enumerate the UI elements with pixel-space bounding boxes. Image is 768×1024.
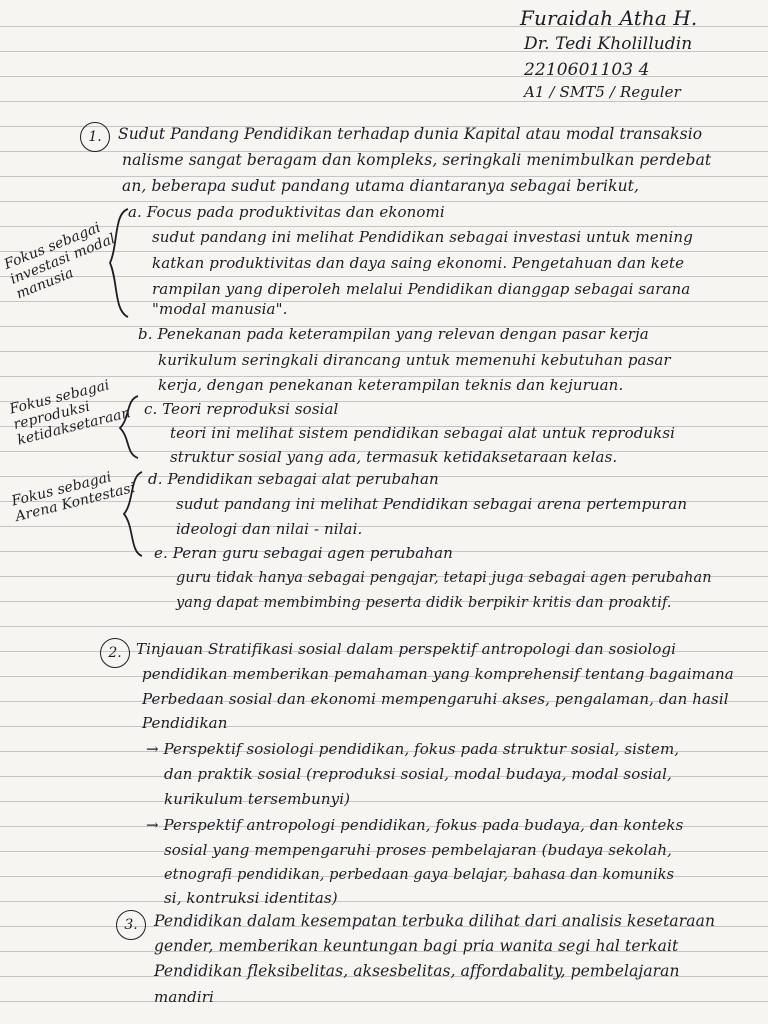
q1-item-c-line: teori ini melihat sistem pendidikan sebagai alat untuk reproduksi xyxy=(170,424,676,442)
brace-icon xyxy=(110,468,150,560)
student-name: Furaidah Atha H. xyxy=(520,6,698,30)
margin-note-2: Fokus sebagai reproduksi ketidaksetaraan xyxy=(8,377,133,449)
q2-bullet-1-line: kurikulum tersembunyi) xyxy=(164,790,351,808)
q1-item-c-line: struktur sosial yang ada, termasuk ketidaksetaraan kelas. xyxy=(170,448,618,466)
q1-item-b-line: kurikulum seringkali dirancang untuk memenuhi kebutuhan pasar xyxy=(158,351,671,369)
q1-line-2: nalisme sangat beragam dan kompleks, seringkali menimbulkan perdebat xyxy=(122,151,712,169)
q2-bullet-2-line: → Perspektif antropologi pendidikan, fokus pada budaya, dan konteks xyxy=(146,816,684,834)
q2-bullet-1-line: → Perspektif sosiologi pendidikan, fokus pada struktur sosial, sistem, xyxy=(146,740,680,758)
q2-line-1: Tinjauan Stratifikasi sosial dalam perspektif antropologi dan sosiologi xyxy=(136,640,677,658)
q1-item-a-line: sudut pandang ini melihat Pendidikan sebagai investasi untuk mening xyxy=(152,228,693,246)
question-number-3: 3. xyxy=(116,910,146,940)
q2-line-3: Perbedaan sosial dan ekonomi mempengaruhi akses, pengalaman, dan hasil xyxy=(142,690,729,708)
q1-item-d-line: sudut pandang ini melihat Pendidikan sebagai arena pertempuran xyxy=(176,495,688,513)
q2-bullet-2-line: etnografi pendidikan, perbedaan gaya belajar, bahasa dan komuniks xyxy=(164,867,675,883)
q1-item-e-line: yang dapat membimbing peserta didik berpikir kritis dan proaktif. xyxy=(176,595,672,611)
q1-item-e-line: guru tidak hanya sebagai pengajar, tetapi juga sebagai agen perubahan xyxy=(176,570,712,586)
class-info: A1 / SMT5 / Reguler xyxy=(524,83,681,101)
margin-note-1: Fokus sebagai investasi modal manusia xyxy=(2,219,118,303)
q3-line-2: gender, memberikan keuntungan bagi pria wanita segi hal terkait xyxy=(154,937,679,955)
student-id: 2210601103 4 xyxy=(524,60,650,80)
q1-item-b-line: kerja, dengan penekanan keterampilan teknis dan kejuruan. xyxy=(158,376,624,394)
q1-item-d-title: d. Pendidikan sebagai alat perubahan xyxy=(148,470,439,488)
q1-item-e-title: e. Peran guru sebagai agen perubahan xyxy=(154,544,453,562)
q1-item-d-line: ideologi dan nilai - nilai. xyxy=(176,520,363,538)
q1-item-a-title: a. Focus pada produktivitas dan ekonomi xyxy=(128,203,445,221)
question-number-1: 1. xyxy=(80,122,110,152)
q1-item-a-line: rampilan yang diperoleh melalui Pendidikan dianggap sebagai sarana xyxy=(152,280,691,298)
q1-item-a-line: "modal manusia". xyxy=(152,300,288,318)
q3-line-3: Pendidikan fleksibelitas, aksesbelitas, affordabality, pembelajaran xyxy=(154,962,680,980)
q2-line-2: pendidikan memberikan pemahaman yang komprehensif tentang bagaimana xyxy=(142,665,734,683)
q2-line-4: Pendidikan xyxy=(142,714,228,732)
q2-bullet-1-line: dan praktik sosial (reproduksi sosial, modal budaya, modal sosial, xyxy=(164,765,672,783)
lecturer-name: Dr. Tedi Kholilludin xyxy=(524,34,693,54)
question-number-2: 2. xyxy=(100,638,130,668)
q1-item-a-line: katkan produktivitas dan daya saing ekonomi. Pengetahuan dan kete xyxy=(152,254,685,272)
q1-item-c-title: c. Teori reproduksi sosial xyxy=(144,400,339,418)
q1-item-b-title: b. Penekanan pada keterampilan yang relevan dengan pasar kerja xyxy=(138,325,649,343)
q3-line-4: mandiri xyxy=(154,988,214,1006)
q3-line-1: Pendidikan dalam kesempatan terbuka dilihat dari analisis kesetaraan xyxy=(154,912,716,930)
q1-line-3: an, beberapa sudut pandang utama diantaranya sebagai berikut, xyxy=(122,177,640,195)
margin-note-3: Fokus sebagai Arena Kontestasi xyxy=(10,469,137,526)
q1-line-1: Sudut Pandang Pendidikan terhadap dunia Kapital atau modal transaksio xyxy=(118,125,703,143)
brace-icon xyxy=(96,205,136,320)
q2-bullet-2-line: si, kontruksi identitas) xyxy=(164,889,338,907)
q2-bullet-2-line: sosial yang mempengaruhi proses pembelajaran (budaya sekolah, xyxy=(164,841,672,859)
brace-icon xyxy=(106,392,146,462)
